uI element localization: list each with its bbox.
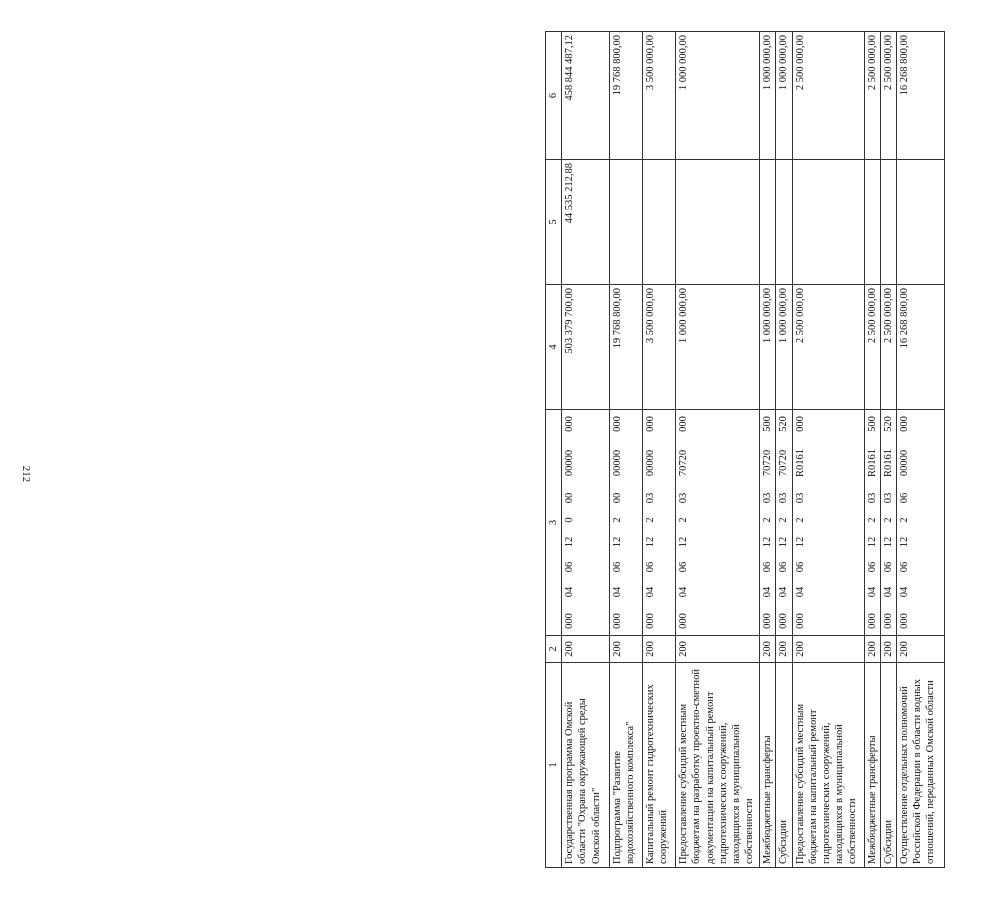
- kbk-code-part: R0161: [866, 449, 878, 478]
- row-amount-col6: 1 000 000,00: [760, 32, 776, 160]
- kbk-code-part: 000: [564, 416, 576, 432]
- kbk-code-part: 0: [564, 517, 576, 523]
- row-kbk-cell: [776, 410, 792, 636]
- kbk-code-part: 04: [762, 586, 774, 598]
- kbk-code-group: [866, 413, 879, 632]
- row-code-cell: 200: [676, 636, 760, 663]
- row-name-cell: Капитальный ремонт гидротехнических сооружений: [643, 663, 676, 868]
- row-amount-col6: 2 500 000,00: [864, 32, 880, 160]
- row-kbk-cell: [880, 410, 896, 636]
- table-row: [880, 32, 896, 868]
- kbk-code-part: 06: [645, 561, 657, 573]
- kbk-code-part: 2: [645, 517, 657, 523]
- header-cell: 3: [546, 410, 562, 636]
- row-amount-col5: [760, 160, 776, 285]
- row-name-cell: Государственная программа Омской области "Охрана окружающей среды Омской области": [562, 663, 610, 868]
- row-kbk-cell: [792, 410, 864, 636]
- page-number: 212: [20, 465, 32, 483]
- row-code-cell: 200: [776, 636, 792, 663]
- kbk-code-part: 000: [612, 613, 624, 629]
- row-amount-col4: 16 268 800,00: [897, 285, 945, 410]
- row-amount-col5: [676, 160, 760, 285]
- kbk-code-part: 06: [678, 561, 690, 573]
- kbk-code-part: 12: [645, 536, 657, 548]
- kbk-code-part: 00: [612, 492, 624, 504]
- kbk-code-part: 04: [564, 586, 576, 598]
- kbk-code-part: 000: [778, 613, 790, 629]
- kbk-code-part: 06: [899, 561, 911, 573]
- row-name-cell: Подпрограмма "Развитие водохозяйственного комплекса": [610, 663, 643, 868]
- row-amount-col5: [610, 160, 643, 285]
- row-amount-col6: 3 500 000,00: [643, 32, 676, 160]
- table-row: [610, 32, 643, 868]
- kbk-code-part: 70720: [778, 449, 790, 477]
- kbk-code-group: [777, 413, 790, 632]
- header-cell: 5: [546, 160, 562, 285]
- header-cell: 1: [546, 663, 562, 868]
- row-name-cell: Межбюджетные трансферты: [864, 663, 880, 868]
- row-name-cell: Предоставление субсидий местным бюджетам на капитальный ремонт гидротехнических сооружений, находящихся в муниципальной собственности: [792, 663, 864, 868]
- kbk-code-part: 03: [762, 492, 774, 504]
- kbk-code-part: 2: [678, 517, 690, 523]
- row-amount-col4: 503 379 700,00: [562, 285, 610, 410]
- kbk-code-part: 04: [882, 586, 894, 598]
- kbk-code-group: [677, 413, 690, 632]
- kbk-code-part: 06: [612, 561, 624, 573]
- kbk-code-part: 2: [612, 517, 624, 523]
- kbk-code-part: 12: [794, 536, 806, 548]
- kbk-code-part: 06: [778, 561, 790, 573]
- kbk-code-part: 00000: [612, 449, 624, 477]
- row-kbk-cell: [864, 410, 880, 636]
- row-amount-col4: 3 500 000,00: [643, 285, 676, 410]
- kbk-code-part: 04: [866, 586, 878, 598]
- kbk-code-part: 000: [882, 613, 894, 629]
- kbk-code-part: 04: [678, 586, 690, 598]
- row-amount-col4: 2 500 000,00: [880, 285, 896, 410]
- budget-table: [545, 31, 945, 868]
- kbk-code-part: 03: [882, 492, 894, 504]
- kbk-code-part: 00: [564, 492, 576, 504]
- kbk-code-part: 06: [794, 561, 806, 573]
- kbk-code-part: 03: [678, 492, 690, 504]
- row-amount-col5: [792, 160, 864, 285]
- kbk-code-part: 04: [899, 586, 911, 598]
- kbk-code-part: 06: [899, 492, 911, 504]
- kbk-code-part: 000: [678, 613, 690, 629]
- kbk-code-part: 500: [866, 416, 878, 432]
- kbk-code-part: 03: [866, 492, 878, 504]
- kbk-code-part: 2: [882, 517, 894, 523]
- row-amount-col6: 19 768 800,00: [610, 32, 643, 160]
- row-amount-col6: 16 268 800,00: [897, 32, 945, 160]
- kbk-code-part: 520: [882, 416, 894, 432]
- row-code-cell: 200: [760, 636, 776, 663]
- row-amount-col6: 2 500 000,00: [792, 32, 864, 160]
- kbk-code-part: 000: [645, 416, 657, 432]
- kbk-code-part: 12: [882, 536, 894, 548]
- kbk-code-part: 04: [612, 586, 624, 598]
- kbk-code-group: [761, 413, 774, 632]
- header-cell: 4: [546, 285, 562, 410]
- kbk-code-part: 000: [678, 416, 690, 432]
- header-row: [546, 32, 562, 868]
- kbk-code-part: 000: [794, 613, 806, 629]
- kbk-code-part: 2: [794, 517, 806, 523]
- kbk-code-part: 04: [645, 586, 657, 598]
- row-amount-col6: 1 000 000,00: [676, 32, 760, 160]
- row-amount-col5: [776, 160, 792, 285]
- kbk-code-part: 00000: [564, 449, 576, 477]
- kbk-code-part: 12: [612, 536, 624, 548]
- kbk-code-part: 2: [899, 517, 911, 523]
- row-amount-col4: 1 000 000,00: [760, 285, 776, 410]
- kbk-code-part: 00000: [899, 449, 911, 477]
- row-kbk-cell: [760, 410, 776, 636]
- row-code-cell: 200: [643, 636, 676, 663]
- row-name-cell: Осуществление отдельных полномочий Российской Федерации в области водных отношений, переданных Омской области: [897, 663, 945, 868]
- table-row: [643, 32, 676, 868]
- kbk-code-group: [563, 413, 576, 632]
- kbk-code-part: 2: [762, 517, 774, 523]
- kbk-code-part: 04: [794, 586, 806, 598]
- row-amount-col4: 1 000 000,00: [776, 285, 792, 410]
- table-row: [776, 32, 792, 868]
- kbk-code-group: [882, 413, 895, 632]
- kbk-code-part: 03: [794, 492, 806, 504]
- kbk-code-part: 12: [564, 536, 576, 548]
- row-amount-col4: 2 500 000,00: [864, 285, 880, 410]
- row-amount-col5: 44 535 212,88: [562, 160, 610, 285]
- row-amount-col6: 458 844 487,12: [562, 32, 610, 160]
- kbk-code-part: 500: [762, 416, 774, 432]
- table-row: [792, 32, 864, 868]
- kbk-code-part: 04: [778, 586, 790, 598]
- kbk-code-part: 06: [882, 561, 894, 573]
- kbk-code-group: [794, 413, 807, 632]
- row-name-cell: Субсидии: [880, 663, 896, 868]
- kbk-code-part: 12: [866, 536, 878, 548]
- kbk-code-part: 03: [645, 492, 657, 504]
- kbk-code-part: 06: [866, 561, 878, 573]
- kbk-code-part: 000: [794, 416, 806, 432]
- kbk-code-part: 00000: [645, 449, 657, 477]
- kbk-code-part: 000: [645, 613, 657, 629]
- kbk-code-part: 000: [899, 416, 911, 432]
- row-kbk-cell: [610, 410, 643, 636]
- kbk-code-part: 000: [564, 613, 576, 629]
- kbk-code-part: 000: [612, 416, 624, 432]
- kbk-code-part: 000: [762, 613, 774, 629]
- kbk-code-part: 12: [899, 536, 911, 548]
- table-row: [676, 32, 760, 868]
- row-amount-col6: 2 500 000,00: [880, 32, 896, 160]
- row-amount-col5: [643, 160, 676, 285]
- row-code-cell: 200: [880, 636, 896, 663]
- row-code-cell: 200: [610, 636, 643, 663]
- kbk-code-part: 000: [899, 613, 911, 629]
- row-name-cell: Межбюджетные трансферты: [760, 663, 776, 868]
- row-code-cell: 200: [792, 636, 864, 663]
- row-code-cell: 200: [897, 636, 945, 663]
- kbk-code-part: 520: [778, 416, 790, 432]
- table-row: [897, 32, 945, 868]
- row-amount-col5: [880, 160, 896, 285]
- table-row: [864, 32, 880, 868]
- row-name-cell: Предоставление субсидий местным бюджетам на разработку проектно-сметной документации на капитальный ремонт гидротехнических сооружений, находящихся в муниципальной собственности: [676, 663, 760, 868]
- kbk-code-part: 03: [778, 492, 790, 504]
- row-kbk-cell: [562, 410, 610, 636]
- row-kbk-cell: [676, 410, 760, 636]
- kbk-code-part: 12: [762, 536, 774, 548]
- row-amount-col5: [864, 160, 880, 285]
- table-row: [760, 32, 776, 868]
- row-amount-col6: 1 000 000,00: [776, 32, 792, 160]
- kbk-code-group: [898, 413, 911, 632]
- row-kbk-cell: [897, 410, 945, 636]
- kbk-code-part: 70720: [678, 449, 690, 477]
- kbk-code-part: 12: [678, 536, 690, 548]
- kbk-code-part: 06: [762, 561, 774, 573]
- kbk-code-group: [644, 413, 657, 632]
- rotated-table-wrapper: [545, 32, 998, 868]
- kbk-code-part: 000: [866, 613, 878, 629]
- row-amount-col4: 1 000 000,00: [676, 285, 760, 410]
- row-amount-col5: [897, 160, 945, 285]
- row-amount-col4: 19 768 800,00: [610, 285, 643, 410]
- row-kbk-cell: [643, 410, 676, 636]
- row-amount-col4: 2 500 000,00: [792, 285, 864, 410]
- row-code-cell: 200: [864, 636, 880, 663]
- kbk-code-part: 2: [778, 517, 790, 523]
- kbk-code-part: 70720: [762, 449, 774, 477]
- header-cell: 6: [546, 32, 562, 160]
- header-cell: 2: [546, 636, 562, 663]
- row-code-cell: 200: [562, 636, 610, 663]
- kbk-code-part: R0161: [882, 449, 894, 478]
- kbk-code-part: 12: [778, 536, 790, 548]
- row-name-cell: Субсидии: [776, 663, 792, 868]
- kbk-code-part: 06: [564, 561, 576, 573]
- kbk-code-group: [611, 413, 624, 632]
- table-row: [562, 32, 610, 868]
- kbk-code-part: R0161: [794, 449, 806, 478]
- kbk-code-part: 2: [866, 517, 878, 523]
